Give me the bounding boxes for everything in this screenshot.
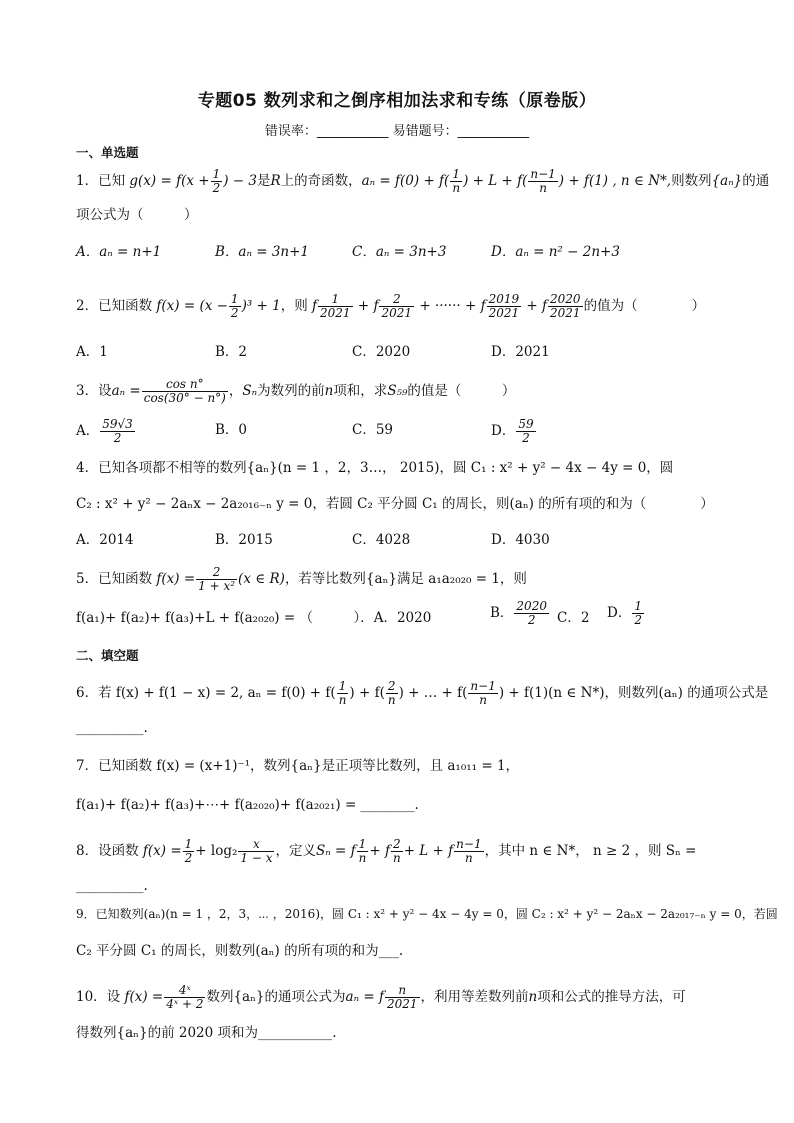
q8-frac-2n: $\frac{2}{n}$ bbox=[392, 837, 401, 865]
q8-pre: 设函数 bbox=[98, 843, 139, 859]
q4-option-b[interactable]: B．2015 bbox=[215, 532, 273, 548]
q3-option-c[interactable]: C．59 bbox=[352, 422, 394, 438]
q4-option-a[interactable]: A．2014 bbox=[76, 532, 134, 548]
q5-pre: 已知函数 bbox=[98, 571, 153, 587]
q2-plus2: + f bbox=[526, 298, 548, 314]
section-single-choice: 一、单选题 bbox=[76, 145, 139, 160]
q10-frac: $\frac{\text{4ˣ}}{\text{4ˣ + 2}}$ bbox=[166, 983, 204, 1011]
easy-wrong-blank[interactable]: ___________ bbox=[457, 124, 530, 139]
q2-frac-c: $\frac{2019}{2021}$ bbox=[488, 292, 520, 320]
q9-line1: 已知数列(aₙ)(n = 1 ，2，3，⋯ ，2016)，圆 C₁ : x² + y² − 4x − 4y = 0，圆 C₂ : x² + y² − 2aₙx − 2a₂₀₁₇₋ₙ y = 0，若圆 bbox=[95, 907, 778, 921]
q3-post: 为数列的前 bbox=[257, 383, 325, 399]
q1-frac-1n: $\frac{1}{n}$ bbox=[452, 167, 461, 195]
q10-frac-n: $\frac{n}{2021}$ bbox=[386, 983, 418, 1011]
q6-end: ) + … + f( bbox=[398, 685, 468, 701]
q2-plus: + f bbox=[357, 298, 379, 314]
q6-pre: 若 f(x) + f(1 − x) = 2, aₙ = f(0) + f( bbox=[98, 685, 336, 701]
q2-frac-d: $\frac{2020}{2021}$ bbox=[550, 292, 581, 320]
q1-seq: {aₙ} bbox=[711, 173, 743, 189]
q6-answer-blank[interactable]: __________. bbox=[76, 720, 148, 736]
q8-frac-nm1n: $\frac{n-1}{n}$ bbox=[456, 837, 482, 865]
q1-frac-half: $\frac{1}{2}$ bbox=[212, 167, 221, 195]
q8-mid: ，定义 bbox=[275, 843, 316, 859]
question-5 bbox=[76, 566, 724, 593]
q1-g-func: g(x) = f(x + bbox=[129, 173, 210, 189]
question-6 bbox=[76, 679, 769, 707]
q8-plus-l: + L + f bbox=[403, 843, 454, 859]
q1-option-a[interactable]: A．aₙ = n+1 bbox=[76, 244, 162, 260]
q2-pre: 已知函数 bbox=[98, 298, 153, 314]
q8-frac-1n: $\frac{1}{n}$ bbox=[358, 837, 367, 865]
q9-number: 9． bbox=[76, 907, 96, 921]
q10-post: ，利用等差数列前 bbox=[420, 989, 529, 1005]
q6-number: 6． bbox=[76, 685, 99, 701]
q10-number: 10． bbox=[76, 989, 107, 1005]
question-1 bbox=[76, 167, 770, 195]
q2-func-open: (x − bbox=[199, 298, 228, 314]
q10-an: aₙ = f bbox=[345, 989, 384, 1005]
q1-option-b[interactable]: B．aₙ = 3n+1 bbox=[215, 244, 310, 260]
q4-number: 4． bbox=[76, 460, 99, 476]
q10-n: n bbox=[528, 989, 538, 1005]
question-4 bbox=[76, 458, 724, 478]
q7-line1: 已知函数 f(x) = (x+1)⁻¹，数列{aₙ}是正项等比数列，且 a₁₀₁₁ = 1， bbox=[98, 758, 520, 774]
q4-line2: C₂ : x² + y² − 2aₙx − 2a₂₀₁₆₋ₙ y = 0，若圆 C₂ 平分圆 C₁ 的周长，则(aₙ) 的所有项的和为（ ） bbox=[76, 496, 714, 512]
q1-pre: 已知 bbox=[98, 173, 126, 189]
q2-func-close: )³ + 1 bbox=[241, 298, 281, 314]
q2-post: 的值为（ ） bbox=[583, 298, 706, 314]
q3-post3: 的值是（ ） bbox=[407, 383, 516, 399]
q3-post2: 项和，求 bbox=[333, 383, 388, 399]
q5-func: f(x) = bbox=[156, 571, 196, 587]
q6-end2: ) + f(1) bbox=[498, 685, 549, 701]
q4-option-d[interactable]: D．4030 bbox=[491, 532, 550, 548]
error-rate-label: 错误率： bbox=[264, 124, 317, 139]
q1-an-def3: ) + f(1) , n ∈ N*, bbox=[558, 173, 672, 189]
q1-an-def: aₙ = f(0) + f( bbox=[361, 173, 450, 189]
q3-n: n bbox=[324, 383, 334, 399]
q10-pre: 设 bbox=[106, 989, 121, 1005]
q3-an: aₙ = bbox=[111, 383, 141, 399]
q8-number: 8． bbox=[76, 843, 99, 859]
question-7 bbox=[76, 756, 724, 776]
q4-option-c[interactable]: C．4028 bbox=[352, 532, 411, 548]
q8-frac-log: $\frac{x}{1 - x}$ bbox=[240, 837, 273, 865]
q8-sn: Sₙ = f bbox=[315, 843, 356, 859]
q5-frac-d: $\frac{1}{2}$ bbox=[634, 599, 642, 627]
q6-mid: ) + f( bbox=[349, 685, 385, 701]
q8-log: + log₂ bbox=[195, 843, 238, 859]
q5-post: ，若等比数列{aₙ}满足 a₁a₂₀₂₀ = 1，则 bbox=[284, 571, 527, 587]
q3-frac: $\frac{\text{cos n°}}{\cos(30^\circ - n^\circ)}$ bbox=[143, 377, 226, 405]
q2-dots: + ······ + f bbox=[419, 298, 486, 314]
question-3: 3．设aₙ = $\frac{\text{cos n°}}{\cos(30^\circ - n^\circ)}$ ，Sₙ为数列的前n项和，求S₅₉的值是（ ） bbox=[76, 377, 516, 405]
question-9 bbox=[76, 904, 778, 924]
q10-mid: 数列{aₙ}的通项公式为 bbox=[206, 989, 346, 1005]
q7-number: 7． bbox=[76, 758, 99, 774]
q1-option-c[interactable]: C．aₙ = 3n+3 bbox=[352, 244, 447, 260]
q4-line1: 已知各项都不相等的数列{aₙ}(n = 1 ，2，3…， 2015)，圆 C₁ : x² + y² − 4x − 4y = 0，圆 bbox=[98, 460, 674, 476]
q6-frac-nm1n: $\frac{n-1}{n}$ bbox=[470, 679, 496, 707]
question-8 bbox=[76, 838, 724, 865]
q3-option-d[interactable]: D． $\frac{59}{2}$ bbox=[491, 417, 534, 445]
q2-func: f(x) = bbox=[156, 298, 196, 314]
error-stats bbox=[0, 120, 794, 139]
q5-frac-b: $\frac{2020}{2}$ bbox=[516, 599, 547, 627]
error-rate-blank[interactable]: ___________ bbox=[316, 124, 389, 139]
q5-frac: $\frac{2}{\text{1 + x²}}$ bbox=[198, 565, 236, 593]
q2-option-d[interactable]: D．2021 bbox=[491, 344, 550, 360]
q3-frac-d: $\frac{59}{2}$ bbox=[518, 417, 534, 445]
q10-func: f(x) = bbox=[124, 989, 164, 1005]
q2-option-a[interactable]: A．1 bbox=[76, 344, 108, 360]
q7-line2[interactable]: f(a₁)+ f(a₂)+ f(a₃)+⋯+ f(a₂₀₂₀)+ f(a₂₀₂₁) = ________. bbox=[76, 797, 419, 813]
q1-option-d[interactable]: D．aₙ = n² − 2n+3 bbox=[491, 244, 620, 260]
q5-number: 5． bbox=[76, 571, 99, 587]
q1-text5: 的通 bbox=[742, 173, 770, 189]
q3-frac-a: $\frac{59√3}{2}$ bbox=[102, 417, 133, 445]
q3-option-a[interactable]: A． $\frac{59√3}{2}$ bbox=[76, 417, 133, 445]
q8-frac-half: $\frac{1}{2}$ bbox=[184, 837, 193, 865]
q1-frac-nm1n: $\frac{n-1}{n}$ bbox=[530, 167, 556, 195]
q2-option-b[interactable]: B．2 bbox=[215, 344, 248, 360]
q6-frac-2n: $\frac{2}{n}$ bbox=[387, 679, 396, 707]
q5-option-c[interactable]: C．2 bbox=[557, 610, 590, 626]
q2-mid: ，则 bbox=[280, 298, 308, 314]
q1-line2: 项公式为（ ） bbox=[76, 207, 198, 223]
q10-post2: 项和公式的推导方法，可 bbox=[537, 989, 686, 1005]
q1-text1: 是 bbox=[256, 173, 271, 189]
q2-frac-b: $\frac{2}{2021}$ bbox=[381, 292, 413, 320]
easy-wrong-label: 易错题号： bbox=[392, 124, 458, 139]
q1-an-def2: ) + L + f( bbox=[463, 173, 528, 189]
q6-frac-1n: $\frac{1}{n}$ bbox=[338, 679, 347, 707]
q9-line2[interactable]: C₂ 平分圆 C₁ 的周长，则数列(aₙ) 的所有项的和为___. bbox=[76, 943, 404, 959]
q10-line2[interactable]: 得数列{aₙ}的前 2020 项和为___________. bbox=[76, 1025, 337, 1041]
q5-option-d[interactable]: D． $\frac{1}{2}$ bbox=[607, 599, 642, 627]
q8-func: f(x) = bbox=[142, 843, 182, 859]
question-2 bbox=[76, 293, 724, 320]
q2-f1: f bbox=[312, 298, 318, 314]
q1-text3: 上的奇函数， bbox=[280, 173, 362, 189]
q1-text4: 则数列 bbox=[671, 173, 712, 189]
q1-g-func-end: ) − 3 bbox=[223, 173, 257, 189]
q2-frac-half: $\frac{1}{2}$ bbox=[230, 292, 239, 320]
section-fill-in: 二、填空题 bbox=[76, 648, 139, 663]
question-10 bbox=[76, 984, 724, 1011]
q5-sum: f(a₁)+ f(a₂)+ f(a₃)+L + f(a₂₀₂₀) = （ ）．A．2020 bbox=[76, 610, 432, 626]
q3-pre: 设 bbox=[98, 383, 112, 399]
q2-number: 2． bbox=[76, 298, 99, 314]
q2-frac-a: $\frac{1}{2021}$ bbox=[320, 292, 351, 320]
q3-sn: Sₙ bbox=[242, 383, 258, 399]
q1-number: 1． bbox=[76, 173, 99, 189]
q5-option-b[interactable]: B． $\frac{2020}{2}$ bbox=[490, 599, 547, 627]
q5-domain: (x ∈ R) bbox=[238, 571, 285, 587]
q8-post: ，其中 n ∈ N*， n ≥ 2 ，则 Sₙ = bbox=[484, 843, 697, 859]
q3-s59: S₅₉ bbox=[387, 383, 408, 399]
q3-number: 3． bbox=[76, 383, 99, 399]
q6-post: (n ∈ N*)，则数列(aₙ) 的通项公式是 bbox=[548, 685, 769, 701]
q1-text-r: R bbox=[270, 173, 281, 189]
q2-option-c[interactable]: C．2020 bbox=[352, 344, 411, 360]
page-title: 专题05 数列求和之倒序相加法求和专练（原卷版） bbox=[197, 91, 597, 111]
q8-answer-blank[interactable]: __________. bbox=[76, 878, 148, 894]
q8-plus: + f bbox=[369, 843, 390, 859]
q3-option-b[interactable]: B．0 bbox=[215, 422, 248, 438]
